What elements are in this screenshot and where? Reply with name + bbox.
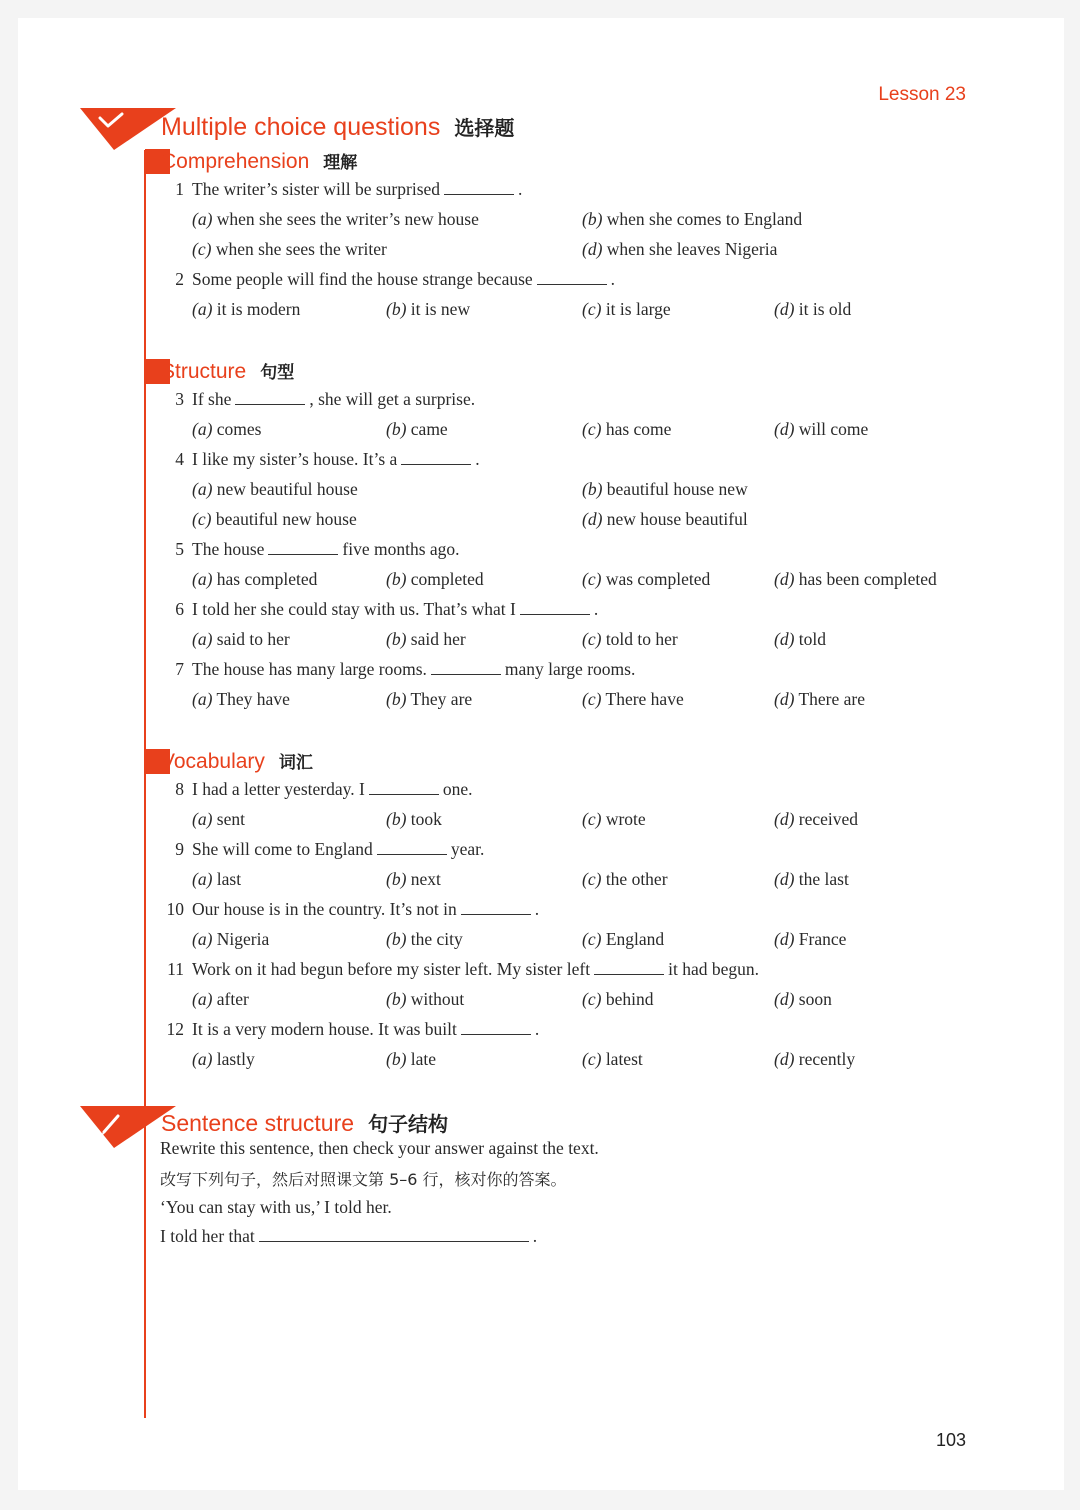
option-a: (a) when she sees the writer’s new house [192,209,479,229]
option-c: (c) latest [582,1049,643,1069]
question-11: 11 Work on it had begun before my sister left. My sister left it had begun. [167,959,759,979]
rewrite-answer-line: I told her that . [160,1226,538,1246]
answer-blank [235,390,305,405]
question-text-end: . [518,179,523,199]
page-number: 103 [935,1430,966,1450]
section-title [161,112,514,142]
option-a: (a) Nigeria [192,929,270,949]
option-d: (d) France [774,929,847,949]
option-b: (b) beautiful house new [582,479,748,499]
option-b: (b) came [386,419,448,439]
question-6: 6 I told her she could stay with us. That’s what I . [175,599,599,619]
question-2: 2 Some people will find the house strange because . [175,269,616,289]
answer-blank [594,960,664,975]
structure-heading: Structure 句型 [161,360,295,383]
question-1 [160,179,522,200]
option-c: (c) when she sees the writer [192,239,387,259]
option-a: (a) last [192,869,242,889]
option-d: (d) new house beautiful [582,509,748,529]
rewrite-instruction-zh: 改写下列句子，然后对照课文第 5–6 行，核对你的答案。 [160,1170,567,1189]
option-d: (d) told [774,629,827,649]
option-a: (a) lastly [192,1049,255,1069]
section-title-en: Multiple choice questions [161,113,441,141]
comprehension-heading-en: Comprehension [161,150,310,173]
option-c: (c) it is large [582,299,671,319]
option-c: (c) the other [582,869,668,889]
page [18,18,1064,1490]
answer-blank [537,270,607,285]
answer-blank [259,1227,529,1242]
option-b: (b) late [386,1049,437,1069]
option-a: (a) comes [192,419,262,439]
option-b: (b) completed [386,569,484,589]
answer-blank [268,540,338,555]
option-d: (d) soon [774,989,832,1009]
option-c: (c) told to her [582,629,678,649]
option-c: (c) There have [582,689,684,709]
option-c: (c) England [582,929,665,949]
answer-blank [401,450,471,465]
option-b: (b) said her [386,629,466,649]
option-c: (c) has come [582,419,672,439]
answer-blank [431,660,501,675]
question-5: 5 The house five months ago. [175,539,460,559]
answer-blank [377,840,447,855]
answer-blank [444,180,514,195]
option-c: (c) was completed [582,569,711,589]
option-b: (b) next [386,869,441,889]
option-d: (d) will come [774,419,869,439]
comprehension-heading-zh: 理解 [323,153,358,172]
answer-blank [461,900,531,915]
question-8: 8 I had a letter yesterday. I one. [175,779,473,799]
rewrite-instruction-en: Rewrite this sentence, then check your answer against the text. [160,1138,599,1158]
option-b: (b) without [386,989,465,1009]
option-a: (a) They have [192,689,290,709]
rewrite-sentence: ‘You can stay with us,’ I told her. [160,1197,392,1217]
option-b: (b) took [386,809,442,829]
option-a: (a) it is modern [192,299,301,319]
option-b: (b) They are [386,689,473,709]
option-a: (a) said to her [192,629,290,649]
vocabulary-heading: Vocabulary 词汇 [161,750,313,773]
question-4: 4 I like my sister’s house. It’s a . [175,449,480,469]
option-a: (a) after [192,989,249,1009]
option-b: (b) it is new [386,299,471,319]
option-d: (d) the last [774,869,849,889]
margin-rule [144,150,146,1418]
option-a: (a) has completed [192,569,318,589]
question-9: 9 She will come to England year. [175,839,485,859]
question-7: 7 The house has many large rooms. many large rooms. [175,659,636,679]
option-d: (d) received [774,809,859,829]
option-d: (d) recently [774,1049,856,1069]
section-title-zh: 选择题 [454,118,515,140]
sentence-structure-heading: Sentence structure 句子结构 [161,1110,449,1136]
option-d: (d) when she leaves Nigeria [582,239,778,259]
question-10: 10 Our house is in the country. It’s not in . [166,899,540,919]
option-c: (c) behind [582,989,654,1009]
answer-blank [369,780,439,795]
option-a: (a) sent [192,809,245,829]
option-c: (c) beautiful new house [192,509,357,529]
option-b: (b) the city [386,929,463,949]
option-a: (a) new beautiful house [192,479,358,499]
option-b: (b) when she comes to England [582,209,803,229]
question-text: The writer’s sister will be surprised [192,179,441,199]
answer-blank [520,600,590,615]
lesson-label: Lesson 23 [878,84,966,105]
option-c: (c) wrote [582,809,646,829]
option-d: (d) it is old [774,299,852,319]
question-3: 3 If she , she will get a surprise. [175,389,476,409]
question-number: 1 [175,179,184,199]
answer-blank [461,1020,531,1035]
option-d: (d) has been completed [774,569,937,589]
question-12: 12 It is a very modern house. It was built . [166,1019,540,1039]
comprehension-heading [161,148,357,174]
option-d: (d) There are [774,689,866,709]
